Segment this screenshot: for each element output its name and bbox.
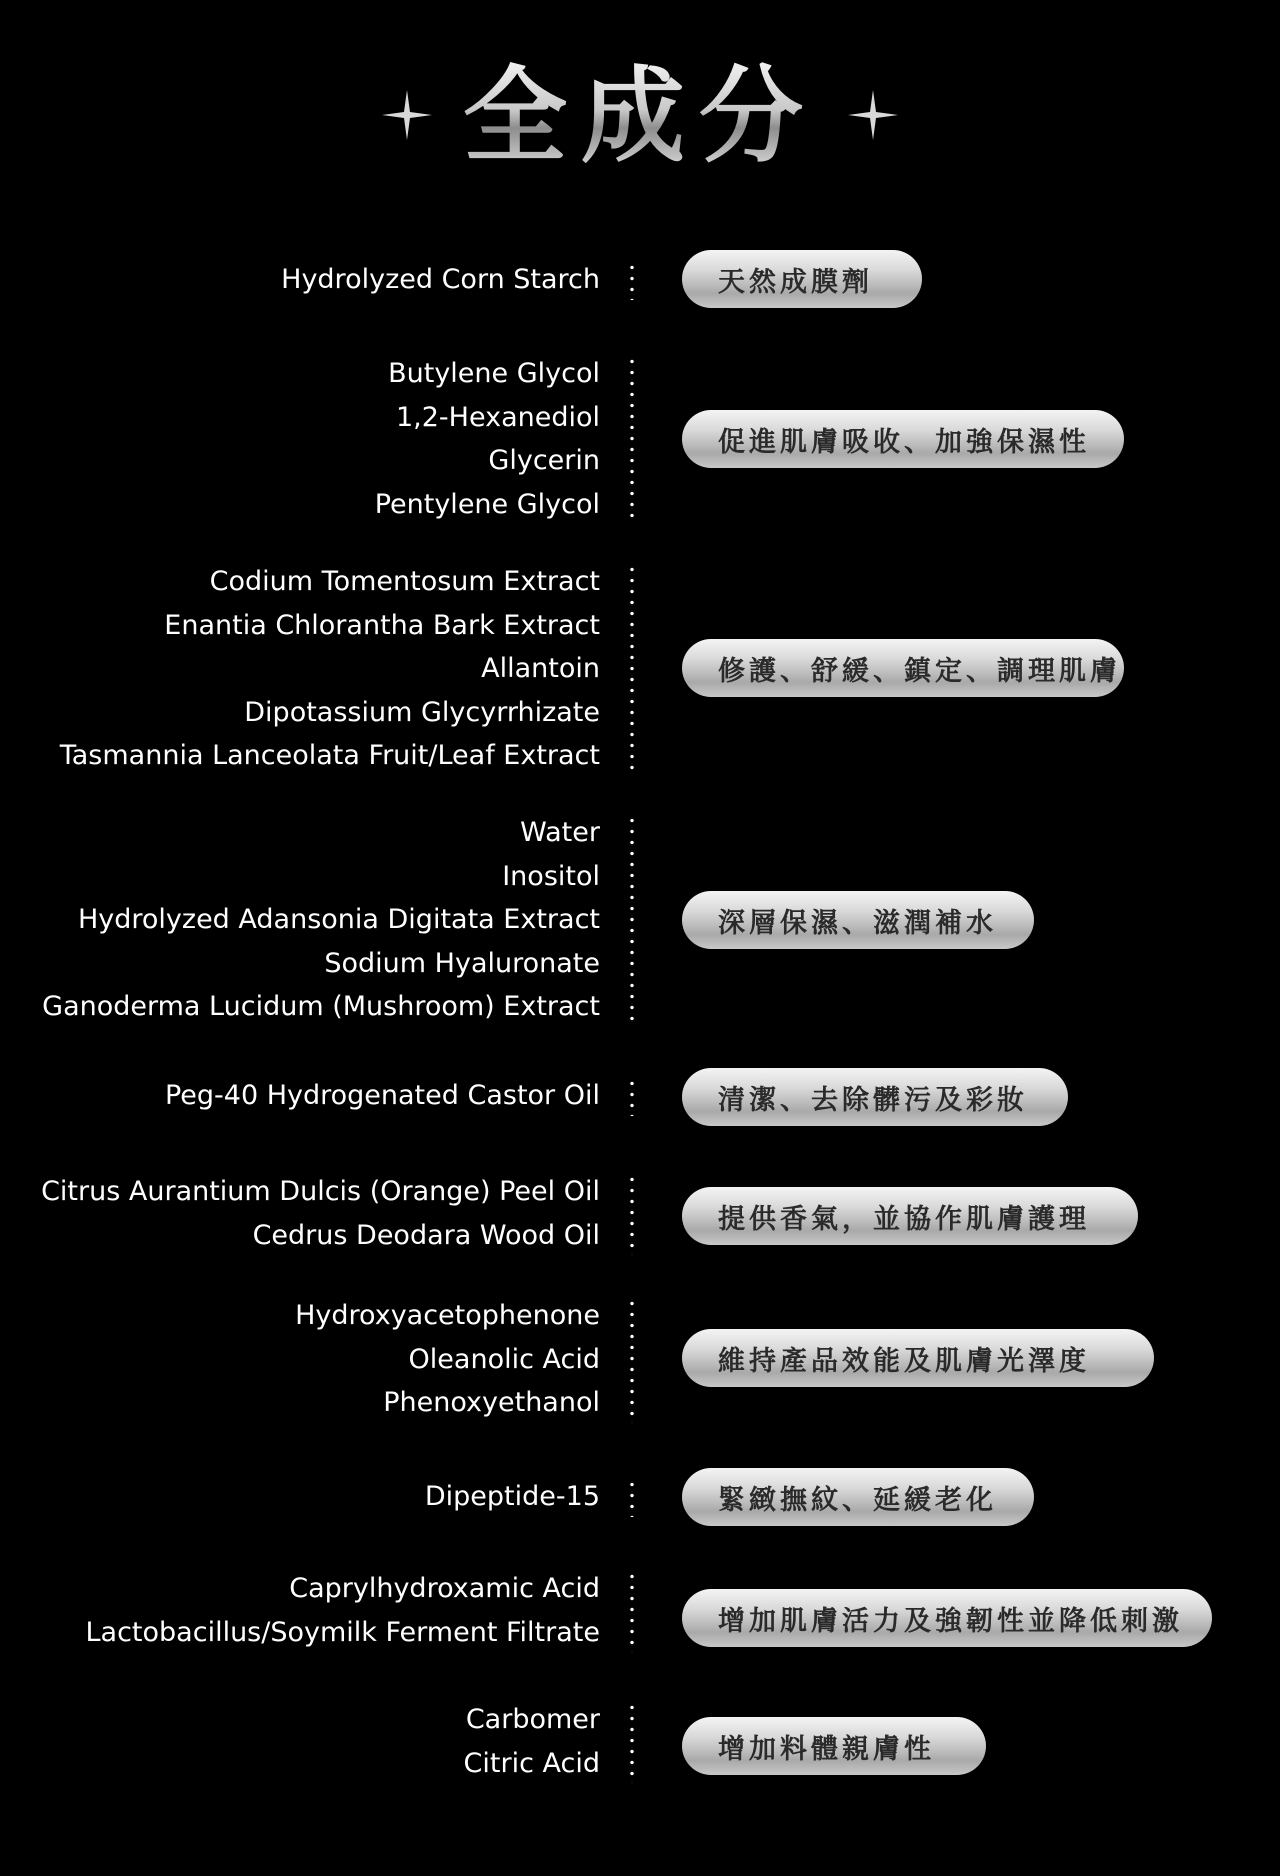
- function-badge: [682, 1187, 1138, 1245]
- function-label: 清潔、去除髒污及彩妝: [718, 1084, 1028, 1116]
- function-badge: [682, 639, 1124, 697]
- ingredient-names: [42, 811, 600, 1029]
- ingredient-names: [375, 352, 600, 526]
- dotted-divider: [630, 262, 634, 300]
- function-badge: [682, 250, 922, 308]
- ingredient-name: Hydrolyzed Adansonia Digitata Extract: [77, 904, 600, 936]
- function-label: 增加料體親膚性: [718, 1733, 935, 1765]
- dotted-divider: [630, 1702, 634, 1783]
- dotted-divider: [630, 1174, 634, 1255]
- ingredient-name: 1,2-Hexanediol: [395, 401, 600, 433]
- ingredient-name: Water: [520, 817, 600, 848]
- function-label: 天然成膜劑: [718, 266, 873, 298]
- ingredient-name: Dipeptide-15: [424, 1481, 600, 1512]
- ingredient-names: [41, 1170, 600, 1257]
- page-header: [0, 48, 1280, 178]
- ingredient-names: [295, 1294, 600, 1425]
- ingredient-name: Phenoxyethanol: [383, 1387, 600, 1419]
- ingredient-names: [281, 258, 600, 302]
- ingredient-name: Allantoin: [481, 653, 600, 685]
- ingredient-name: Carbomer: [465, 1704, 600, 1735]
- function-label: 修護、舒緩、鎮定、調理肌膚: [718, 655, 1121, 687]
- ingredient-name: Butylene Glycol: [388, 358, 600, 389]
- ingredient-name: Ganoderma Lucidum (Mushroom) Extract: [42, 991, 600, 1023]
- ingredient-name: Hydrolyzed Corn Starch: [281, 264, 600, 295]
- ingredient-name: Inositol: [502, 860, 600, 892]
- ingredient-name: Caprylhydroxamic Acid: [289, 1573, 600, 1604]
- function-badge: [682, 891, 1034, 949]
- function-badge: [682, 1068, 1068, 1126]
- ingredient-names: [425, 1475, 600, 1519]
- ingredient-name: Sodium Hyaluronate: [324, 947, 600, 979]
- ingredient-names: [464, 1698, 600, 1785]
- ingredient-names: [86, 1567, 601, 1654]
- ingredient-names: [165, 1074, 600, 1118]
- function-badge: [682, 410, 1124, 468]
- ingredient-name: Peg-40 Hydrogenated Castor Oil: [164, 1080, 600, 1111]
- dotted-divider: [630, 815, 634, 1027]
- ingredient-name: Oleanolic Acid: [408, 1343, 600, 1375]
- dotted-divider: [630, 1479, 634, 1517]
- ingredient-name: Enantia Chlorantha Bark Extract: [164, 609, 600, 641]
- dotted-divider: [630, 1571, 634, 1652]
- function-label: 深層保濕、滋潤補水: [718, 907, 997, 939]
- ingredient-name: Codium Tomentosum Extract: [209, 566, 600, 597]
- dotted-divider: [630, 1078, 634, 1116]
- ingredient-name: Tasmannia Lanceolata Fruit/Leaf Extract: [59, 740, 600, 772]
- ingredient-name: Citric Acid: [463, 1747, 600, 1779]
- function-label: 維持產品效能及肌膚光澤度: [718, 1345, 1090, 1377]
- page-title: 全成分: [0, 56, 1280, 176]
- ingredient-name: Dipotassium Glycyrrhizate: [244, 696, 600, 728]
- ingredient-names: [60, 560, 600, 778]
- function-badge: [682, 1717, 986, 1775]
- ingredient-name: Glycerin: [488, 445, 600, 477]
- function-badge: [682, 1589, 1212, 1647]
- ingredient-name: Cedrus Deodara Wood Oil: [252, 1219, 600, 1251]
- function-label: 促進肌膚吸收、加強保濕性: [718, 426, 1090, 458]
- ingredient-name: Pentylene Glycol: [374, 488, 600, 520]
- ingredient-name: Hydroxyacetophenone: [295, 1300, 600, 1331]
- dotted-divider: [630, 564, 634, 776]
- function-badge: [682, 1329, 1154, 1387]
- ingredient-name: Lactobacillus/Soymilk Ferment Filtrate: [85, 1616, 600, 1648]
- function-badge: [682, 1468, 1034, 1526]
- function-label: 增加肌膚活力及強韌性並降低刺激: [718, 1605, 1183, 1637]
- sparkle-icon: [846, 88, 900, 142]
- function-label: 提供香氣，並協作肌膚護理: [718, 1203, 1090, 1235]
- function-label: 緊緻撫紋、延緩老化: [718, 1484, 997, 1516]
- dotted-divider: [630, 1298, 634, 1423]
- ingredient-name: Citrus Aurantium Dulcis (Orange) Peel Oil: [41, 1176, 600, 1207]
- dotted-divider: [630, 356, 634, 524]
